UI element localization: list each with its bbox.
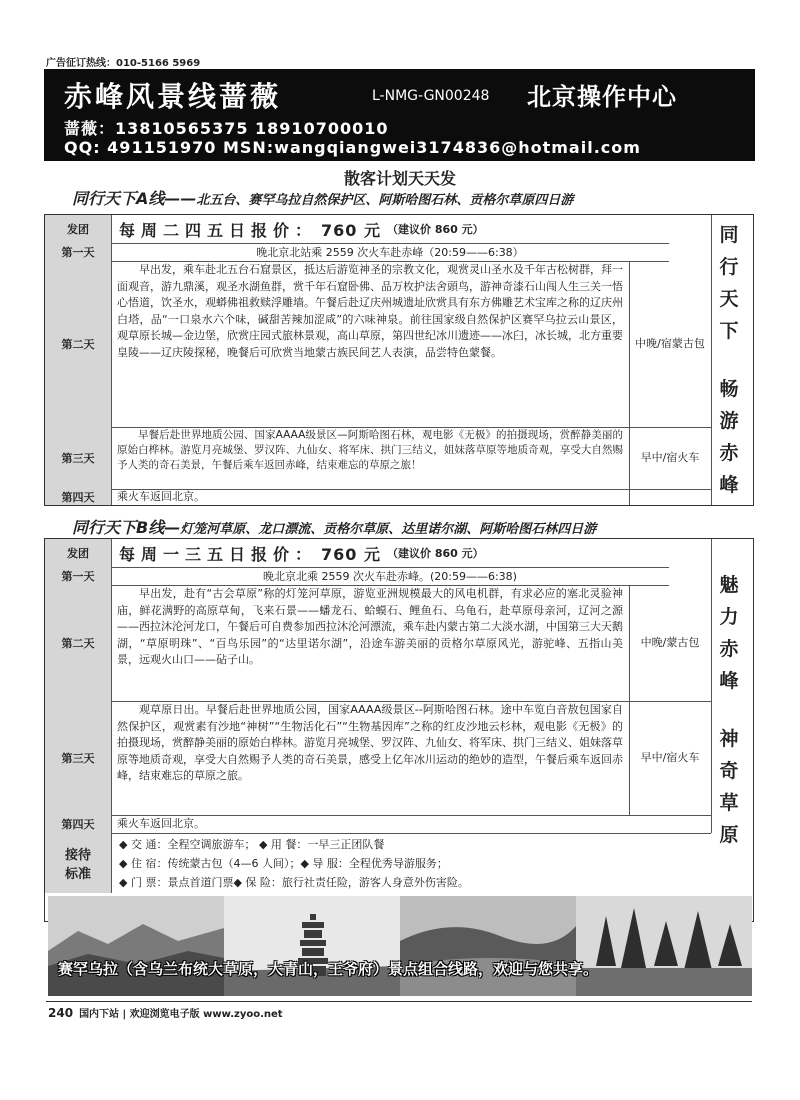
route-b-schedule: 每周一三五日报价： [119, 544, 318, 564]
route-a-ref-price: （建议价 860 元） [387, 223, 484, 236]
route-b-day3-label: 第三天 [45, 701, 111, 815]
route-b-day2-label: 第二天 [45, 585, 111, 701]
route-a-side-slogan: 同 行 天 下 畅 游 赤 峰 [719, 224, 739, 496]
route-a-depart-label: 发团 [45, 215, 111, 243]
route-b-day3-text: 观草原日出。早餐后赴世界地质公园，国家AAAA级景区--阿斯哈图石林。途中车览白音敖包国家自然保护区，观赏素有沙地“神树”“生物活化石”“生物基因库”之称的红皮沙地云杉林，观电影《无极》的拍摄现场，赏醉静美丽的原始白桦林。游览月亮城堡、罗汉阵、九仙女、将军床、拱门三结义、姐妹落草原等地质奇观，享受大自然赐予人类的奇石美景，感受上亿年冰川运动的绝妙的造型，午餐后乘车返回赤峰，结束难忘的草原之旅。 [117, 703, 623, 783]
route-b-depart-label: 发团 [45, 539, 111, 567]
photo-banner-text: 赛罕乌拉（含乌兰布统大草原，大青山，王爷府）景点组合线路，欢迎与您共享。 [58, 960, 599, 978]
route-b-day4-label: 第四天 [45, 815, 111, 833]
footer-text: 国内下站 | 欢迎浏览电子版 www.zyoo.net [79, 1009, 283, 1020]
footer-divider [46, 1001, 752, 1002]
route-a-day2-meal: 中晚/宿蒙古包 [635, 337, 705, 350]
standards-line: ◆ 交 通：全程空调旅游车； ◆ 用 餐：一早三正团队餐 [119, 838, 385, 851]
route-a-day2-label: 第二天 [45, 261, 111, 427]
route-b-day1-text: 晚北京北乘 2559 次火车赴赤峰。(20:59——6:38) [263, 570, 517, 583]
agency-title: 赤峰风景线蔷薇 [64, 80, 282, 113]
page-footer [48, 1005, 283, 1020]
route-b-day1-label: 第一天 [45, 567, 111, 585]
route-a-day3-text: 早餐后赴世界地质公园、国家AAAA级景区—阿斯哈图石林，观电影《无极》的拍摄现场，赏醉静美丽的原始白桦林。游览月亮城堡、罗汉阵、九仙女、将军床、拱门三结义，姐妹落草原等地质奇观，享受大自然赐予人类的奇石美景，午餐后乘车返回赤峰，结束难忘的草原之旅！ [117, 429, 623, 471]
standards-line: ◆ 门 票：景点首道门票◆ 保 险：旅行社责任险，游客人身意外伤害险。 [119, 876, 469, 889]
contact-qq-msn: QQ: 491151970 MSN:wangqiangwei3174836@hotmail.com [64, 138, 641, 157]
section-title: 散客计划天天发 [343, 169, 456, 188]
grassland-photo [400, 896, 576, 996]
route-b-title [72, 515, 762, 538]
route-a-table [44, 214, 754, 506]
route-b-table [44, 538, 754, 922]
route-a-title [72, 186, 762, 209]
route-a-day3-label: 第三天 [45, 427, 111, 489]
route-a-day1-text: 晚北京北站乘 2559 次火车赴赤峰（20:59——6:38） [256, 246, 524, 259]
route-a-stops: 北五台、赛罕乌拉自然保护区、阿斯哈图石林、贡格尔草原四日游 [196, 193, 574, 208]
standards-label: 接待标准 [45, 833, 111, 893]
ad-hotline: 广告征订热线：010-5166 5969 [46, 58, 201, 69]
route-b-day2-meal: 中晚/蒙古包 [640, 636, 700, 649]
scenery-photo-strip [48, 896, 752, 996]
route-b-stops: 灯笼河草原、龙口漂流、贡格尔草原、达里诺尔湖、阿斯哈图石林四日游 [180, 522, 597, 537]
route-b-day3-meal: 早中/宿火车 [640, 751, 700, 764]
route-b-ref-price: （建议价 860 元） [387, 547, 484, 560]
route-b-day2-text: 早出发，赴有“古会草原”称的灯笼河草原，游览亚洲规模最大的风电机群，有求必应的塞北灵验神庙，鲜花满野的高原草甸，飞来石景——蟠龙石、蛤蟆石、鲤鱼石、乌龟石，赴草原母亲河，辽河之源——西拉沐沦河龙口，午餐后可自费参加西拉沐沦河漂流，乘车赴内蒙古第二大淡水湖，中国第三大天鹅湖，“草原明珠”、“百鸟乐园”的“达里诺尔湖”，沿途车游美丽的贡格尔草原风光，游驼峰、五指山美景，远观火山口——砧子山。 [117, 587, 623, 667]
route-a-day2-text: 早出发，乘车赴北五台石窟景区，抵达后游览神圣的宗教文化，观赏灵山圣水及千年古松树群，拜一面观音，游九鼎溪，观圣水湖鱼群，赏千年石窟卧佛、品万枚护法舍頭鸟，游神奇漆石山闯人生三关一悟心悟道，饮圣水，观蟒佛祖救赎浮雕墙。午餐后赴辽庆州城遗址欣赏具有东方佛雕艺术宝库之称的辽庆州白塔，品“一口泉水六个味，碱甜苦辣加涩咸”的六味神泉。前往国家级自然保护区赛罕乌拉云山景区，观草原长城—金边堡，欣赏庄园式旅林景观，高山草原，第四世纪冰川遗迹——冰臼，冰长城，北方重要皇陵——辽庆陵探秘，晚餐后可欣赏当地蒙古族民间艺人表演，品尝特色蒙餐。 [117, 263, 623, 359]
route-a-price: 760 元 [321, 220, 381, 240]
route-b-day4-text: 乘火车返回北京。 [117, 817, 205, 830]
license-number: L-NMG-GN00248 [372, 88, 490, 104]
operation-center: 北京操作中心 [527, 83, 677, 111]
route-a-day4-text: 乘火车返回北京。 [117, 490, 205, 503]
route-a-price-row [111, 215, 669, 243]
route-a-schedule: 每周二四五日报价： [119, 220, 318, 240]
contact-phones: 蔷薇：13810565375 18910700010 [64, 119, 389, 138]
route-a-day3-meal: 早中/宿火车 [640, 451, 700, 464]
mountain-photo [48, 896, 224, 996]
route-a-day1-label: 第一天 [45, 243, 111, 261]
route-b-price: 760 元 [321, 544, 381, 564]
pagoda-photo [224, 896, 400, 996]
route-a-day4-label: 第四天 [45, 489, 111, 505]
standards-list [111, 833, 711, 893]
page-number: 240 [48, 1006, 74, 1020]
route-b-side-slogan: 魅 力 赤 峰 神 奇 草 原 [719, 574, 739, 846]
standards-line: ◆ 住 宿：传统蒙古包（4—6 人间）；◆ 导 服：全程优秀导游服务； [119, 857, 448, 870]
route-a-name: 同行天下A线—— [72, 189, 197, 208]
route-b-name: 同行天下B线— [72, 518, 181, 537]
forest-photo [576, 896, 752, 996]
agency-header [44, 69, 755, 161]
route-b-price-row [111, 539, 669, 567]
